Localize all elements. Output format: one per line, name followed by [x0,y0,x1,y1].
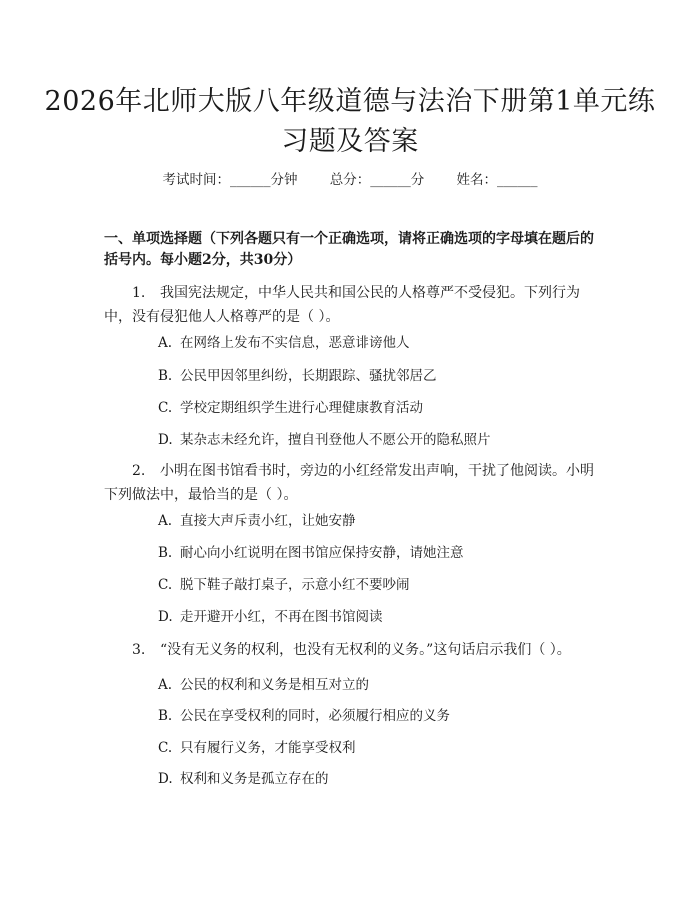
exam-time: 考试时间：______分钟 [162,172,298,188]
student-name: 姓名：______ [456,172,538,188]
option-item: C. 脱下鞋子敲打桌子，示意小红不要吵闹 [158,577,410,593]
option-item: C. 学校定期组织学生进行心理健康教育活动 [158,400,423,416]
total-score: 总分：______分 [329,172,425,188]
option-item: B. 公民在享受权利的同时，必须履行相应的义务 [158,708,450,724]
exam-info [0,168,700,188]
time-blank: ______ [229,172,271,188]
option-item: A. 公民的权利和义务是相互对立的 [158,677,369,693]
question-number: 2. [132,463,146,479]
option-item: A. 直接大声斥责小红，让她安静 [158,513,356,529]
section-heading: 一、单项选择题（下列各题只有一个正确选项，请将正确选项的字母填在题后的括号内。每小题2分，共30分） [104,231,594,268]
name-blank: ______ [497,172,538,188]
question-number: 3. [132,642,146,658]
question-stem: 1. 我国宪法规定，中华人民共和国公民的人格尊严不受侵犯。下列行为中，没有侵犯他人人格尊严的是（ ）。 [104,281,599,329]
option-item: D. 走开避开小红，不再在图书馆阅读 [158,609,383,625]
question-stem: 2. 小明在图书馆看书时，旁边的小红经常发出声响，干扰了他阅读。小明下列做法中，最恰当的是（ ）。 [104,459,599,507]
document-title: 2026年北师大版八年级道德与法治下册第1单元练习题及答案 [44,86,656,157]
question-number: 1. [132,285,146,301]
question-stem: 3. “没有无义务的权利，也没有无权利的义务。”这句话启示我们（ ）。 [104,638,599,662]
option-item: B. 耐心向小红说明在图书馆应保持安静，请她注意 [158,545,464,561]
option-item: A. 在网络上发布不实信息，恶意诽谤他人 [158,335,410,351]
option-item: B. 公民甲因邻里纠纷，长期跟踪、骚扰邻居乙 [158,368,437,384]
option-item: D. 权利和义务是孤立存在的 [158,771,329,787]
option-item: D. 某杂志未经允许，擅自刊登他人不愿公开的隐私照片 [158,432,491,448]
score-blank: ______ [370,172,411,188]
option-item: C. 只有履行义务，才能享受权利 [158,740,356,756]
